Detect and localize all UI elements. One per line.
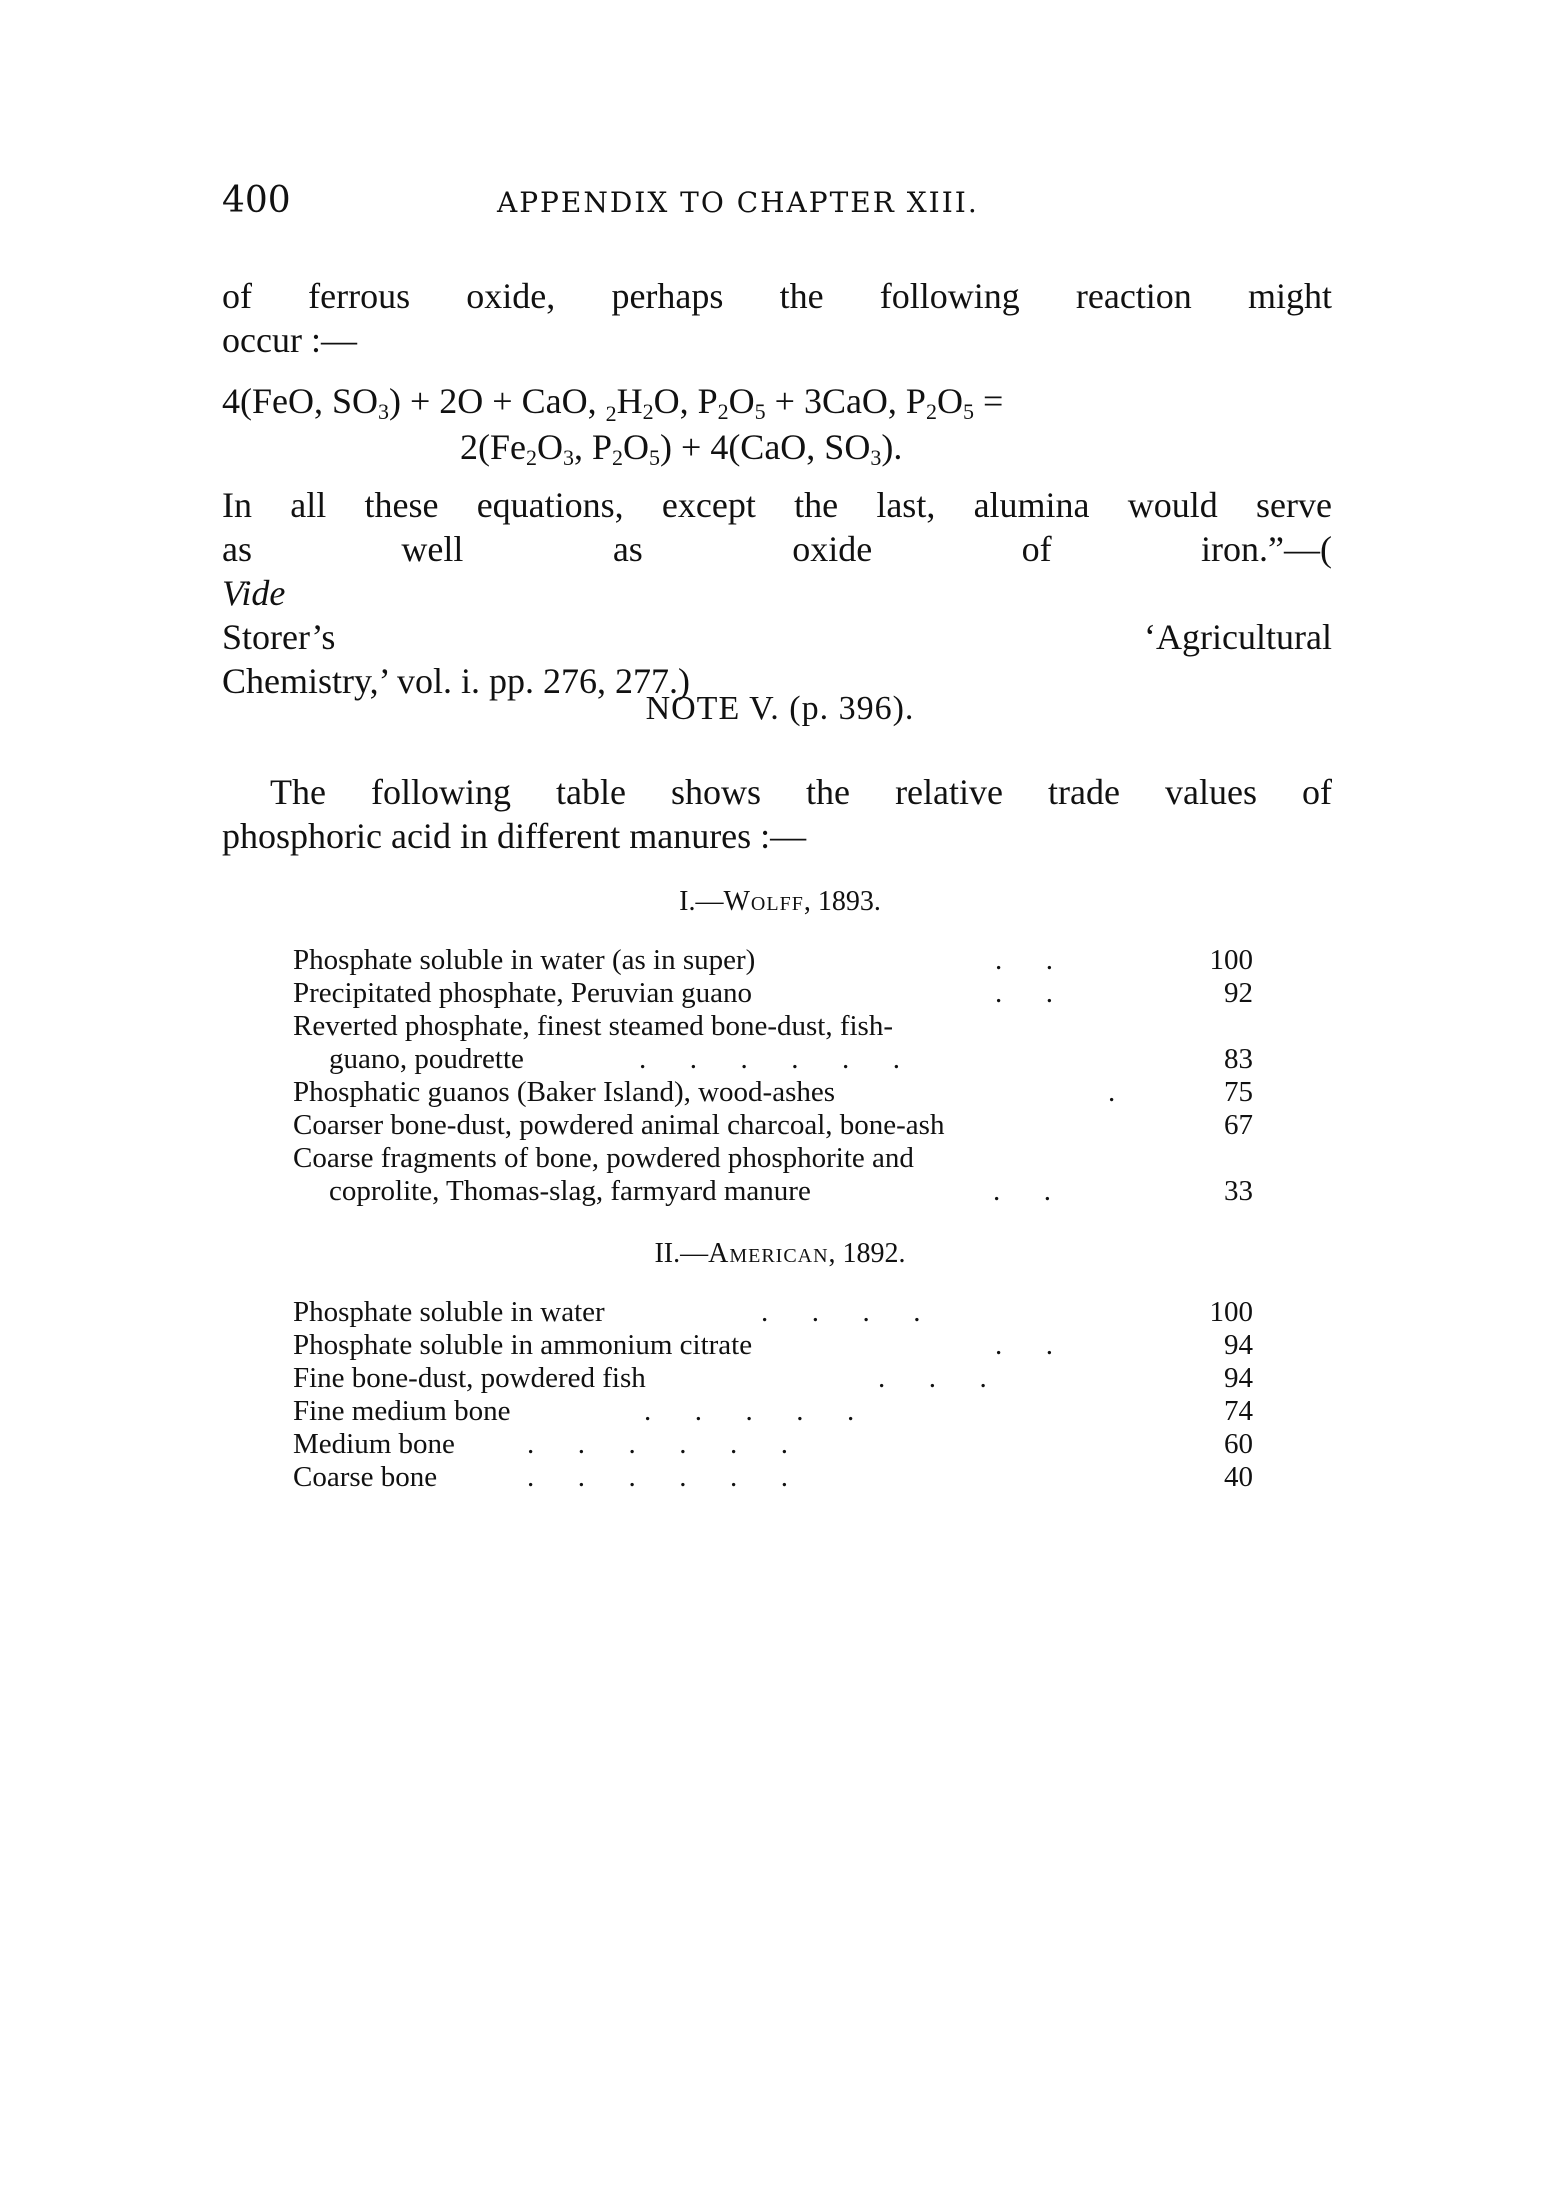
text-line: of ferrous oxide, perhaps the following reaction might [222, 276, 1332, 316]
equation-term: 4(FeO, $SO_3) + 2O$ + CaO, $_2H_2O$, $P_2O_5 + 3CaO$, $P_2O_5$ = [222, 381, 1004, 426]
table-row: Phosphate soluble in water . . . . 100 [293, 1296, 1253, 1328]
table-row: Fine bone-dust, powdered fish . . . 94 [293, 1362, 1253, 1394]
text-line: phosphoric acid in different manures :— [222, 816, 807, 856]
running-head-title: APPENDIX TO CHAPTER XIII. [497, 186, 979, 219]
table-row: Fine medium bone . . . . . 74 [293, 1395, 1253, 1427]
table-row: Phosphate soluble in ammonium citrate . . 94 [293, 1329, 1253, 1361]
table-row: guano, poudrette . . . . . . 83 [329, 1043, 1253, 1075]
text-line: In all these equations, except the last, alumina would serve [222, 485, 1332, 525]
text-line: as well as oxide of iron.”—( Vide Storer’s ‘Agricultural [222, 529, 1332, 657]
table-row: coprolite, Thomas-slag, farmyard manure . . 33 [329, 1175, 1253, 1207]
running-head [222, 180, 1332, 232]
text-line: The following table shows the relative trade values of [270, 772, 1332, 812]
equation-line-2: $2(Fe_2O_3$, $P_2O_5) + 4(CaO$, $SO_3$). [460, 427, 903, 470]
table-row: Medium bone . . . . . . 60 [293, 1428, 1253, 1460]
table-row: Reverted phosphate, finest steamed bone-dust, fish- [293, 1010, 893, 1042]
table-row: Phosphate soluble in water (as in super) . . 100 [293, 944, 1253, 976]
table-row: Coarser bone-dust, powdered animal charcoal, bone-ash 67 [293, 1109, 1253, 1141]
table-title-american: II.—American, 1892. [654, 1238, 906, 1269]
continued-paragraph [222, 274, 1332, 362]
table-row: Phosphatic guanos (Baker Island), wood-ashes . 75 [293, 1076, 1253, 1108]
american-table [293, 1296, 1253, 1494]
text-line: Chemistry,’ vol. i. pp. 276, 277.) [222, 661, 690, 701]
table-row: Precipitated phosphate, Peruvian guano . . 92 [293, 977, 1253, 1009]
note-heading: NOTE V. (p. 396). [645, 690, 915, 727]
table-title-wolff: I.—Wolff, 1893. [679, 886, 881, 917]
table-row: Coarse bone . . . . . . 40 [293, 1461, 1253, 1493]
page-number: 400 [222, 180, 291, 221]
quotation-paragraph [222, 483, 1332, 703]
equation-line-1 [222, 380, 1332, 426]
intro-paragraph [222, 770, 1332, 858]
wolff-table [293, 944, 1253, 1208]
text-line: occur :— [222, 320, 357, 360]
table-row: Coarse fragments of bone, powdered phosphorite and [293, 1142, 914, 1174]
